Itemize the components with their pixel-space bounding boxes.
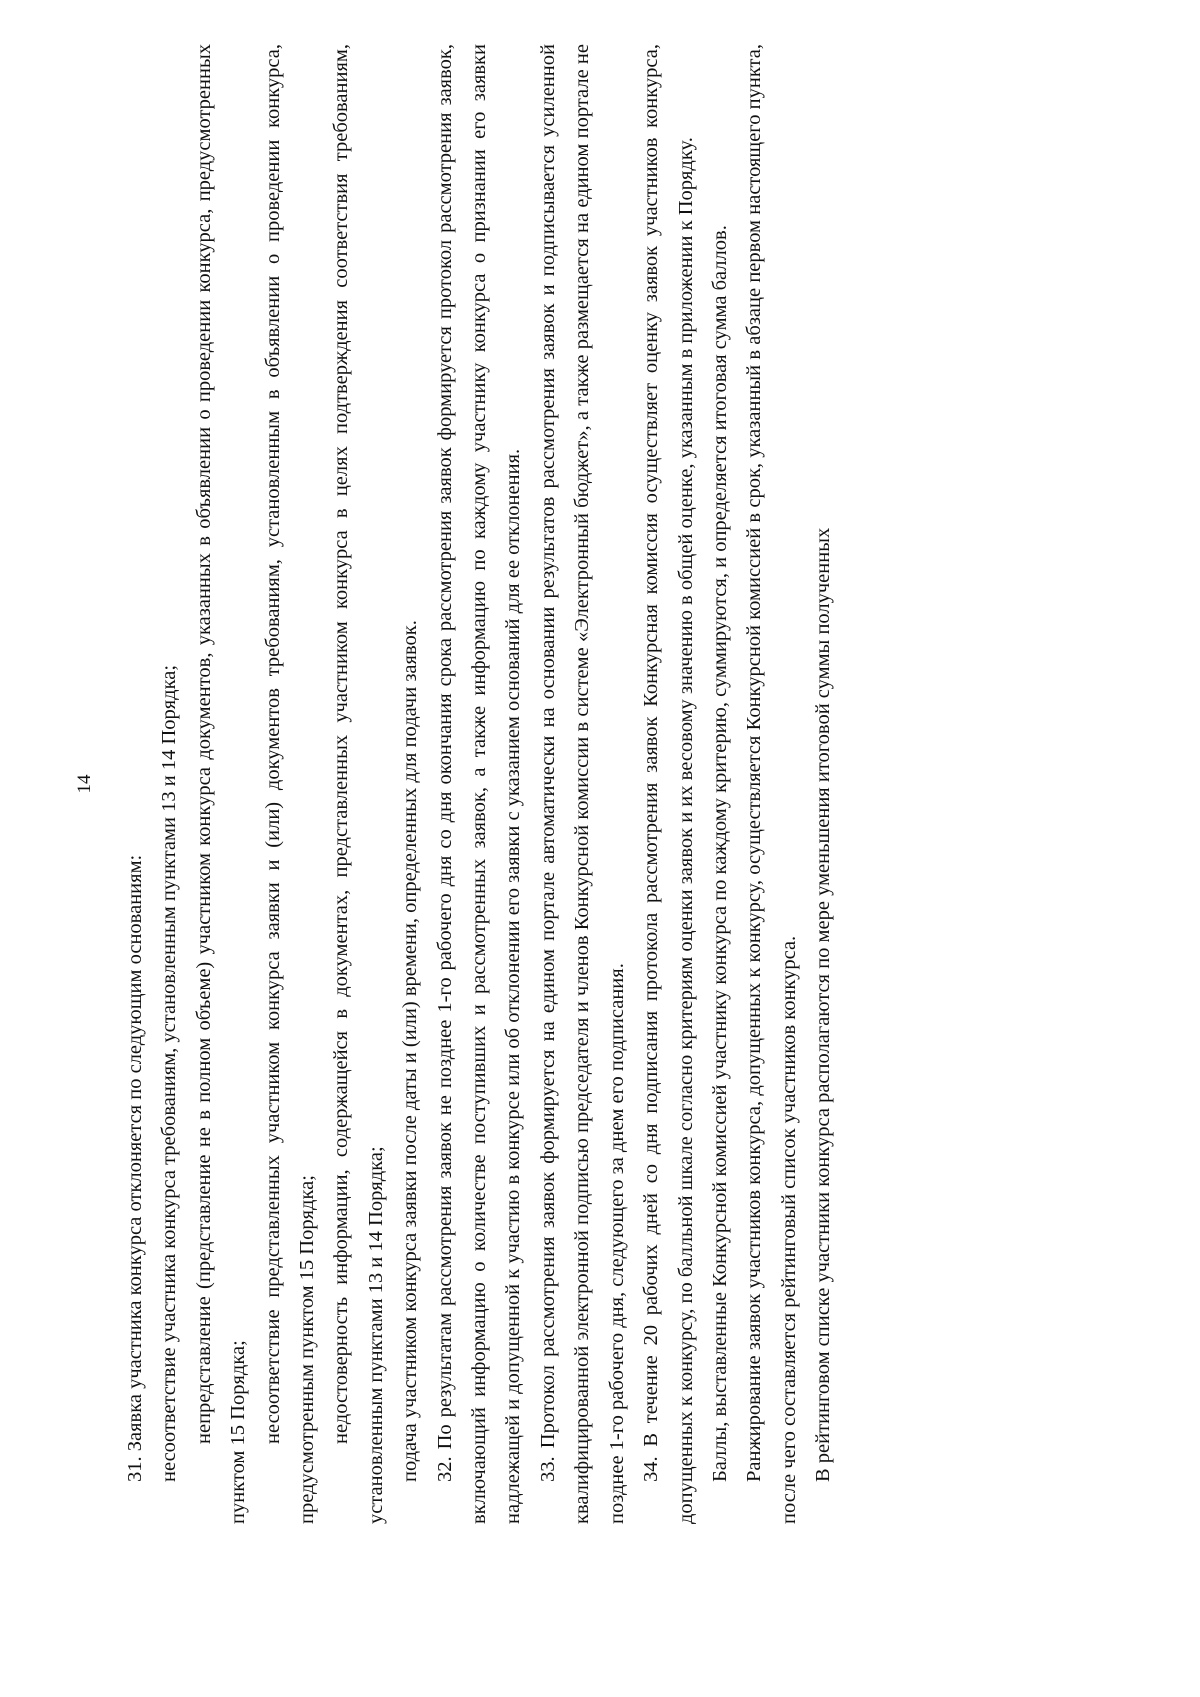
page-number: 14 [74, 774, 95, 794]
body-text [118, 44, 841, 1524]
list-item: непредставление (представление не в полном объеме) участником конкурса документов, указанных в объявлении о проведении конкурса, предусмотренных пунктом 15 Порядка; [192, 44, 250, 1524]
rotated-content [74, 44, 1058, 1524]
list-item: несоответствие участника конкурса требованиям, установленным пунктами 13 и 14 Порядка; [158, 664, 181, 1482]
paragraph: Ранжирование заявок участников конкурса, допущенных к конкурсу, осуществляется Конкурсной комиссией в срок, указанный в абзаце первом настоящего пункта, после чего составляется рейтинговый список участников конкурса. [743, 44, 800, 1524]
paragraph-31: 31. Заявка участника конкурса отклоняется по следующим основаниям: [124, 854, 146, 1482]
list-item: недостоверность информации, содержащейся в документах, представленных участником конкурса в целях подтверждения соответствия требованиям, установленным пунктами 13 и 14 Порядка; [330, 44, 387, 1524]
paragraph-34: 34. В течение 20 рабочих дней со дня подписания протокола рассмотрения заявок Конкурсная комиссия осуществляет оценку заявок участников конкурса, допущенных к конкурсу, по балльной шкале согласно критериям оценки заявок и их весовому значению в общей оценке, указанным в приложении к Порядку. [640, 44, 697, 1524]
list-item: подача участником конкурса заявки после даты и (или) времени, определенных для подачи заявок. [399, 620, 422, 1482]
paragraph-33: 33. Протокол рассмотрения заявок формируется на едином портале автоматически на основании результатов рассмотрения заявок и подписывается усиленной квалифицированной электронной подписью председателя и членов Конкурсной комиссии в системе «Электронный бюджет», а также размещается на едином портале не позднее 1-го рабочего дня, следующего за днем его подписания. [536, 44, 628, 1524]
paragraph: Баллы, выставленные Конкурсной комиссией участнику конкурса по каждому критерию, суммируются, и определяется итоговая сумма баллов. [708, 225, 731, 1482]
list-item: несоответствие представленных участником конкурса заявки и (или) документов требованиям, установленным в объявлении о проведении конкурса, предусмотренным пунктом 15 Порядка; [261, 44, 319, 1524]
paragraph: В рейтинговом списке участники конкурса располагаются по мере уменьшения итоговой суммы полученных [812, 527, 835, 1482]
paragraph-32: 32. По результатам рассмотрения заявок не позднее 1-го рабочего дня со дня окончания срока рассмотрения заявок формируется протокол рассмотрения заявок, включающий информацию о количестве поступивших и рассмотренных заявок, а также информацию по каждому участнику конкурса о признании его заявки надлежащей и допущенной к участию в конкурсе или об отклонении его заявки с указанием оснований для ее отклонения. [433, 44, 525, 1524]
